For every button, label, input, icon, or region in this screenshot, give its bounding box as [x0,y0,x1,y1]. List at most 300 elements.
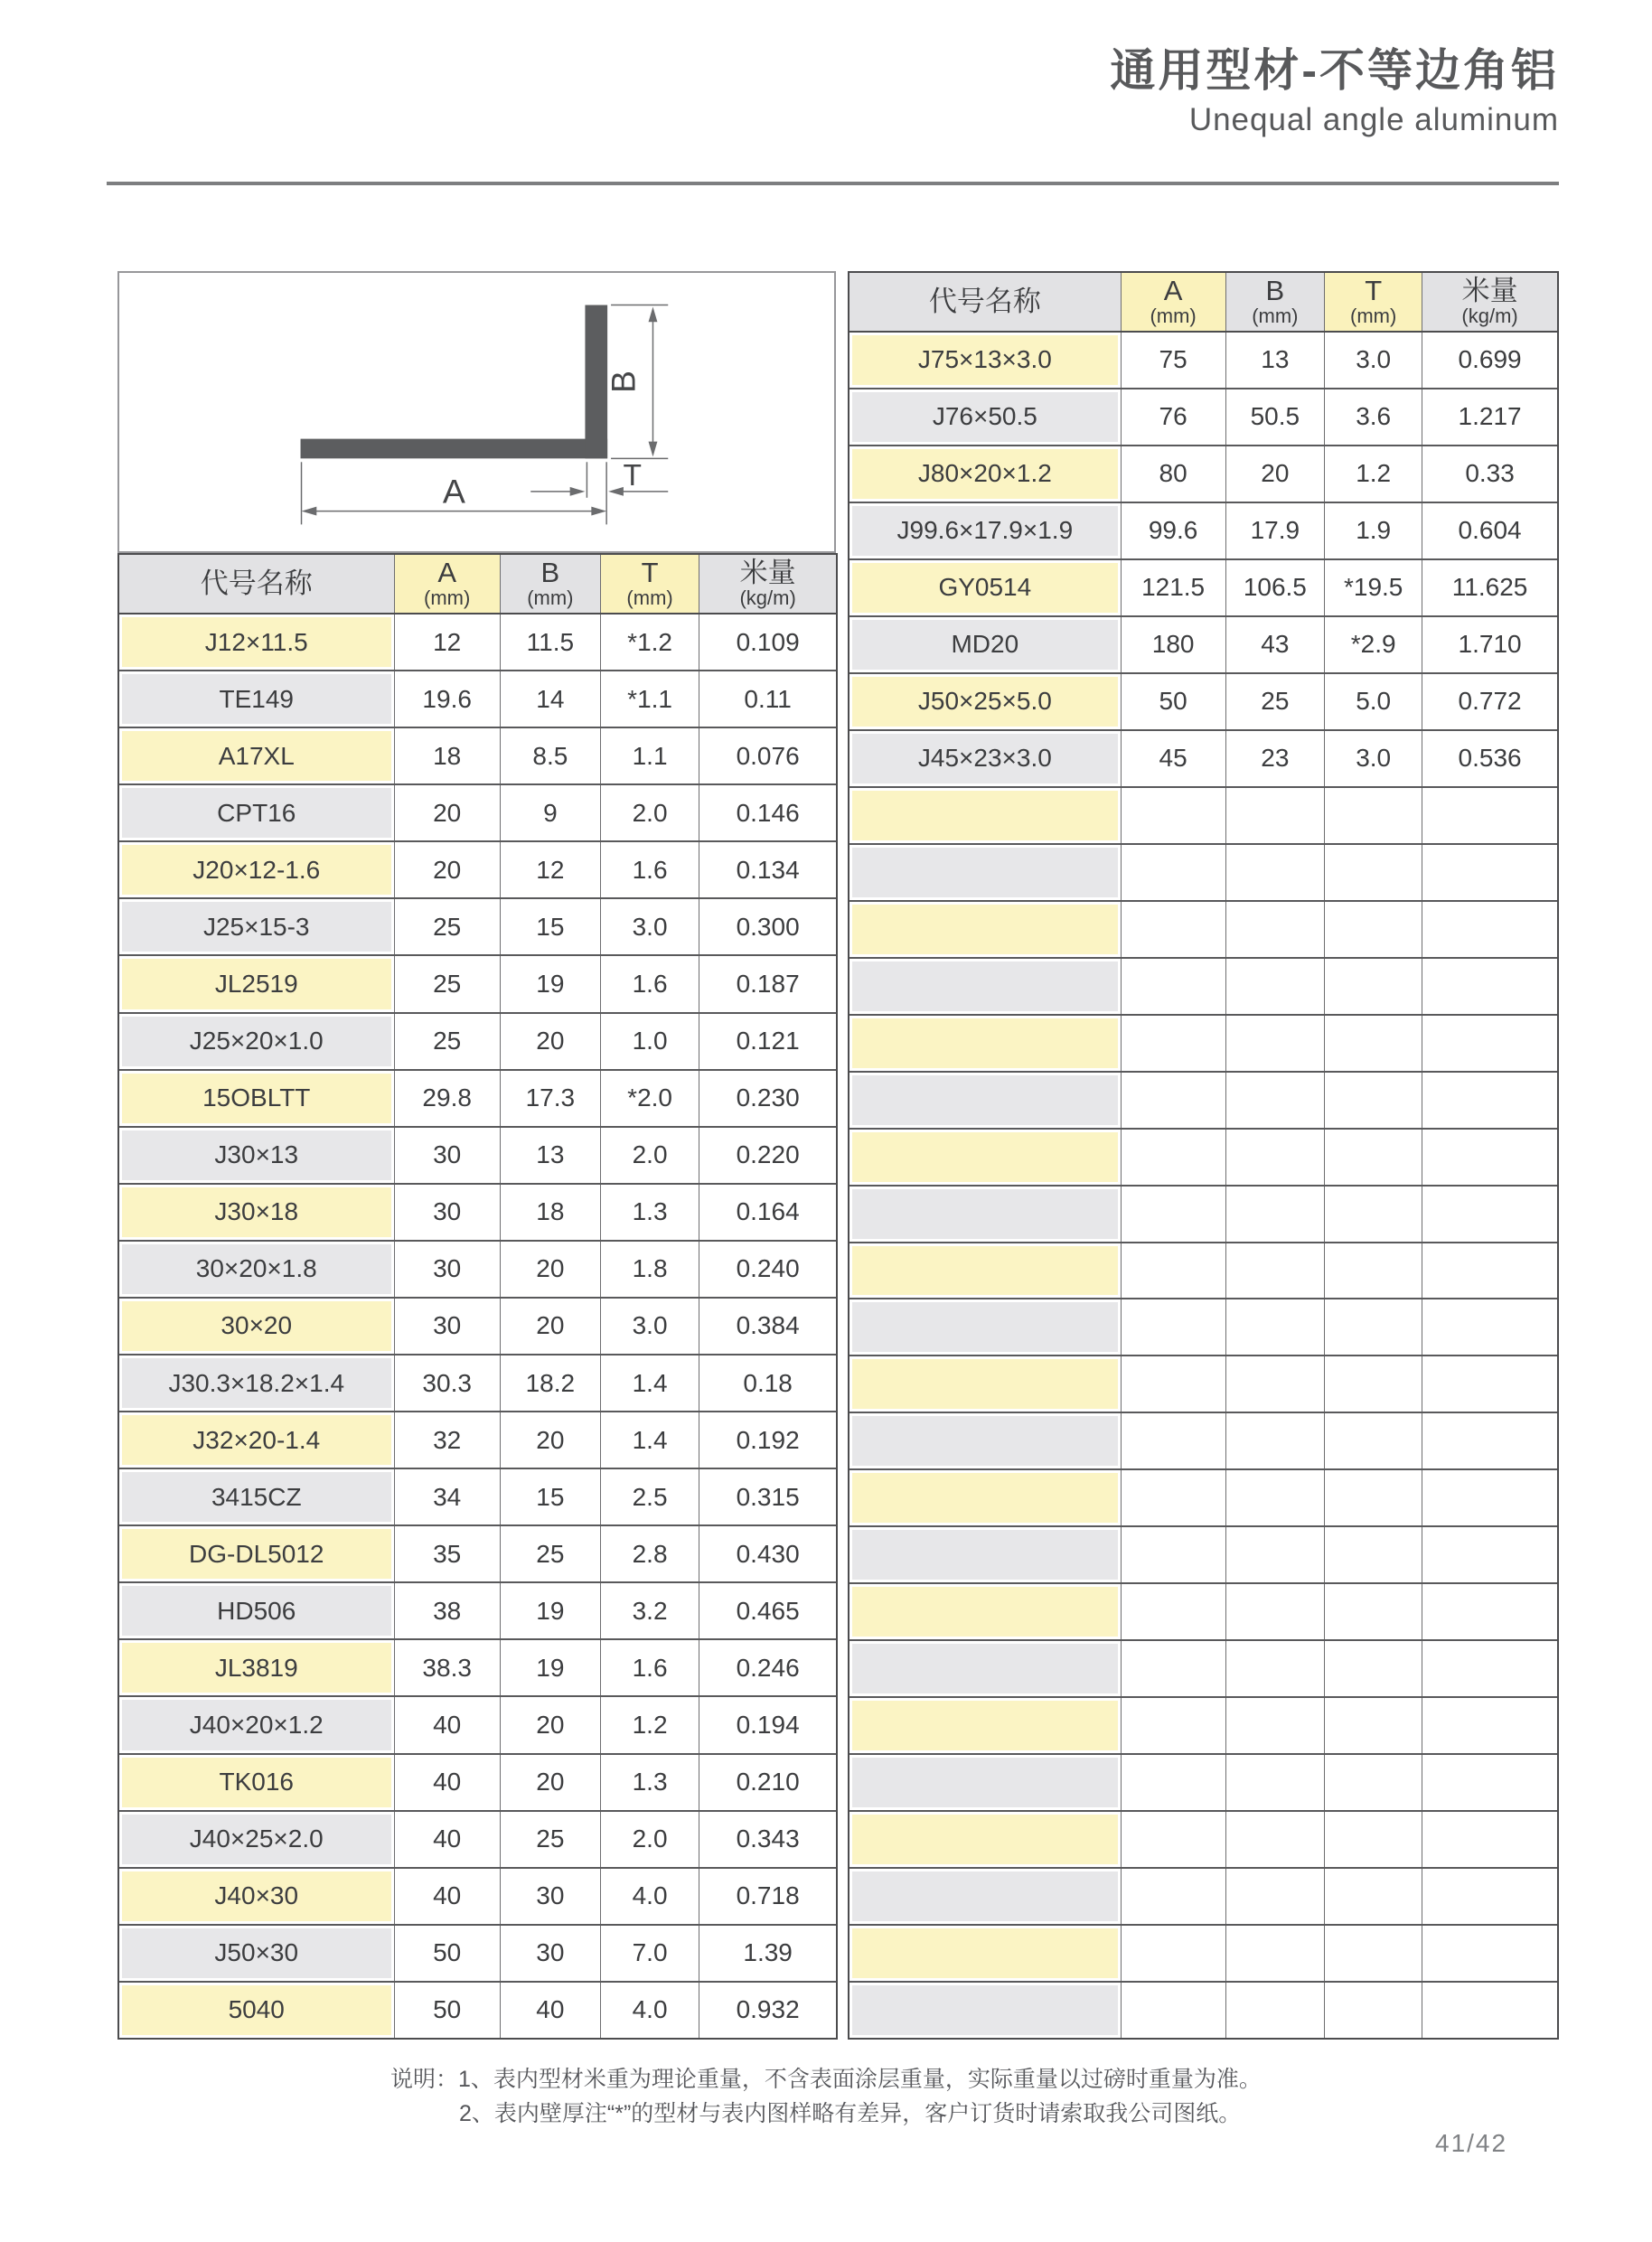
profile-code-cell: TE149 [119,671,395,727]
profile-code-cell [849,1470,1122,1525]
value-cell: 25 [501,1812,601,1867]
table-row [849,1243,1557,1300]
value-cell: 20 [395,842,501,897]
value-cell: 0.240 [736,1254,800,1283]
value-cell: 23 [1226,731,1326,786]
dimension-label-t: T [623,458,643,492]
value-cell [1422,1869,1557,1924]
table-row [119,1412,836,1469]
value-cell: *19.5 [1325,560,1422,615]
value-cell [1325,1698,1422,1753]
value-cell [1122,959,1226,1014]
value-cell [1325,1299,1422,1355]
value-cell: 30 [395,1242,501,1297]
value-cell: 2.0 [601,785,699,840]
table-row [119,1185,836,1242]
dimension-label-b: B [604,370,643,393]
value-cell: 75 [1122,333,1226,388]
column-header-label: T [1365,275,1383,306]
value-cell [1325,1983,1422,2038]
value-cell: 29.8 [395,1071,501,1126]
value-cell [1226,1698,1326,1753]
value-cell: 11.625 [1451,573,1528,602]
value-cell [1226,1470,1326,1525]
profile-code-cell: 30×20 [119,1299,395,1354]
column-header-unit: (mm) [1252,305,1299,327]
value-cell: 1.0 [601,1014,699,1069]
value-cell: 19 [501,956,601,1011]
value-cell [1226,1413,1326,1468]
value-cell: 20 [501,1755,601,1810]
spec-table-left [117,553,838,2040]
table-row [119,899,836,956]
value-cell [1422,1356,1557,1412]
profile-code-cell: J30.3×18.2×1.4 [119,1356,395,1411]
value-cell [1325,1812,1422,1867]
value-cell: 0.246 [736,1653,800,1682]
value-cell [1422,1584,1557,1639]
column-header-t [1325,273,1422,331]
profile-code-cell: J50×25×5.0 [849,674,1122,729]
table-row [849,1584,1557,1641]
column-header-code [849,273,1122,331]
value-cell: 3.6 [1325,389,1422,445]
value-cell: 0.210 [736,1768,800,1796]
profile-code-cell: J25×20×1.0 [119,1014,395,1069]
profile-code-cell: J99.6×17.9×1.9 [849,503,1122,558]
value-cell [1226,902,1326,957]
profile-code-cell: TK016 [119,1755,395,1810]
profile-code-cell: J20×12-1.6 [119,842,395,897]
value-cell: 1.217 [1458,402,1522,431]
value-cell: 0.718 [736,1881,800,1910]
value-cell [1122,1983,1226,2038]
table-body [849,333,1557,2038]
table-row [119,1983,836,2038]
value-cell: 40 [395,1869,501,1924]
profile-code-cell [849,1641,1122,1696]
value-cell: *1.1 [601,671,699,727]
value-cell: 35 [395,1526,501,1581]
value-cell: 0.430 [736,1539,800,1568]
table-row [849,617,1557,674]
value-cell: 19 [501,1640,601,1695]
table-row [849,788,1557,845]
value-cell: 30 [501,1869,601,1924]
value-cell: 13 [501,1128,601,1183]
page-title-chinese: 通用型材-不等边角铝 [1110,45,1559,96]
value-cell: 30.3 [395,1356,501,1411]
value-cell [1122,788,1226,843]
value-cell [1422,845,1557,900]
table-row [119,614,836,671]
value-cell: 0.187 [736,970,800,998]
value-cell: 11.5 [501,614,601,670]
value-cell: 0.18 [743,1368,793,1397]
table-row [119,1469,836,1526]
value-cell [1325,1016,1422,1071]
value-cell [1226,1130,1326,1185]
value-cell [1226,1073,1326,1128]
profile-code-cell: HD506 [119,1583,395,1638]
table-row [849,560,1557,617]
value-cell [1422,1926,1557,1981]
table-row [849,1983,1557,2038]
value-cell [1226,1983,1326,2038]
value-cell: 19 [501,1583,601,1638]
table-row [849,1299,1557,1356]
value-cell [1325,1869,1422,1924]
profile-code-cell [849,1413,1122,1468]
profile-code-cell: GY0514 [849,560,1122,615]
column-header-weight [1422,273,1557,331]
profile-code-cell [849,1983,1122,2038]
profile-code-cell: JL2519 [119,956,395,1011]
value-cell [1122,1641,1226,1696]
value-cell [1422,1243,1557,1299]
value-cell: 0.230 [736,1083,800,1112]
value-cell: 1.4 [601,1356,699,1411]
value-cell: 40 [395,1812,501,1867]
profile-code-cell [849,1926,1122,1981]
value-cell: 30 [395,1128,501,1183]
profile-code-cell [849,788,1122,843]
profile-code-cell: J30×13 [119,1128,395,1183]
value-cell: 20 [501,1014,601,1069]
value-cell: 40 [501,1983,601,2038]
table-header-row [849,273,1557,333]
value-cell [1226,1641,1326,1696]
table-row [119,671,836,728]
value-cell: 0.194 [736,1711,800,1740]
value-cell: 0.121 [736,1027,800,1055]
value-cell: 40 [395,1697,501,1752]
profile-code-cell: JL3819 [119,1640,395,1695]
value-cell [1122,1584,1226,1639]
table-row [119,1526,836,1583]
profile-code-cell: J50×30 [119,1926,395,1981]
value-cell: 18.2 [501,1356,601,1411]
value-cell [1325,788,1422,843]
value-cell [1122,1527,1226,1582]
value-cell [1325,1243,1422,1299]
column-header-a [395,555,501,613]
value-cell: 30 [501,1926,601,1981]
value-cell: 1.6 [601,842,699,897]
column-header-code [119,555,395,613]
profile-code-cell: A17XL [119,728,395,783]
value-cell: 38.3 [395,1640,501,1695]
table-row [119,1071,836,1128]
profile-code-cell [849,1299,1122,1355]
value-cell: 19.6 [395,671,501,727]
value-cell [1422,1755,1557,1810]
value-cell: 12 [501,842,601,897]
value-cell [1226,788,1326,843]
column-header-label: 米量 [1461,275,1518,306]
value-cell: 106.5 [1226,560,1326,615]
table-row [119,1242,836,1299]
column-header-label: 代号名称 [928,286,1041,317]
value-cell [1122,1470,1226,1525]
profile-code-cell: 15OBLTT [119,1071,395,1126]
value-cell [1422,1527,1557,1582]
profile-code-cell: J45×23×3.0 [849,731,1122,786]
value-cell: 17.9 [1226,503,1326,558]
column-header-unit: (mm) [424,586,471,609]
value-cell: 0.33 [1465,459,1515,488]
value-cell [1122,1413,1226,1468]
column-header-a [1122,273,1226,331]
column-header-t [601,555,699,613]
value-cell: 25 [501,1526,601,1581]
table-row [849,1130,1557,1187]
table-row [119,1812,836,1869]
profile-horizontal-leg [301,439,608,459]
column-header-unit: (kg/m) [1461,305,1518,327]
profile-code-cell: 30×20×1.8 [119,1242,395,1297]
value-cell: 80 [1122,446,1226,502]
value-cell: 3.0 [1325,333,1422,388]
value-cell: 0.134 [736,855,800,884]
table-row [849,1755,1557,1812]
value-cell: 15 [501,1469,601,1524]
value-cell: *2.0 [601,1071,699,1126]
value-cell: 2.0 [601,1812,699,1867]
value-cell: 1.3 [601,1755,699,1810]
value-cell [1422,788,1557,843]
profile-code-cell: J75×13×3.0 [849,333,1122,388]
value-cell: 20 [501,1242,601,1297]
value-cell: 0.192 [736,1425,800,1454]
value-cell [1226,959,1326,1014]
table-row [849,503,1557,560]
value-cell: 14 [501,671,601,727]
value-cell [1122,1130,1226,1185]
value-cell: 38 [395,1583,501,1638]
table-row [849,1527,1557,1584]
value-cell: 1.9 [1325,503,1422,558]
page-title-english: Unequal angle aluminum [1188,102,1559,137]
value-cell [1325,1755,1422,1810]
table-row [849,1073,1557,1130]
table-header-row [119,555,836,614]
value-cell: 0.109 [736,627,800,656]
profile-code-cell [849,1243,1122,1299]
table-row [849,959,1557,1016]
table-row [119,842,836,899]
value-cell: *2.9 [1325,617,1422,672]
value-cell: 0.343 [736,1825,800,1853]
value-cell: 50 [395,1926,501,1981]
value-cell [1122,1016,1226,1071]
page-header [1110,43,1559,141]
value-cell [1122,1187,1226,1242]
value-cell: 0.11 [744,684,792,713]
value-cell: 4.0 [601,1869,699,1924]
value-cell [1226,1356,1326,1412]
table-row [849,1413,1557,1470]
value-cell: 3.2 [601,1583,699,1638]
value-cell [1226,1243,1326,1299]
value-cell: 0.536 [1458,744,1522,773]
value-cell: 180 [1122,617,1226,672]
value-cell: 15 [501,899,601,954]
value-cell: 45 [1122,731,1226,786]
value-cell [1325,1187,1422,1242]
value-cell [1325,959,1422,1014]
value-cell [1422,959,1557,1014]
value-cell [1422,1130,1557,1185]
profile-code-cell [849,1584,1122,1639]
value-cell: 17.3 [501,1071,601,1126]
value-cell: 43 [1226,617,1326,672]
page-number: 41/42 [1435,2129,1508,2157]
value-cell [1325,1356,1422,1412]
value-cell: 9 [501,785,601,840]
value-cell [1422,1016,1557,1071]
table-row [119,1755,836,1812]
value-cell: 20 [501,1697,601,1752]
value-cell [1422,1413,1557,1468]
profile-code-cell [849,1016,1122,1071]
table-row [119,1299,836,1356]
profile-code-cell: DG-DL5012 [119,1526,395,1581]
value-cell [1226,1584,1326,1639]
footnote-line-1: 说明：1、表内型材米重为理论重量，不含表面涂层重量，实际重量以过磅时重量为准。 [390,2067,1262,2092]
column-header-label: A [437,557,457,588]
table-row [849,1470,1557,1527]
value-cell [1122,1299,1226,1355]
value-cell: 5.0 [1325,674,1422,729]
table-row [119,1697,836,1754]
value-cell: 0.076 [736,741,800,770]
value-cell: 25 [395,899,501,954]
value-cell: 0.932 [736,1995,800,2024]
value-cell: 30 [395,1185,501,1240]
value-cell: 2.5 [601,1469,699,1524]
value-cell [1422,902,1557,957]
value-cell: 0.465 [736,1596,800,1625]
profile-code-cell [849,1527,1122,1582]
value-cell: 0.699 [1458,345,1522,374]
profile-code-cell: J76×50.5 [849,389,1122,445]
value-cell: 3.0 [1325,731,1422,786]
profile-code-cell [849,1356,1122,1412]
table-row [849,446,1557,503]
profile-code-cell: 5040 [119,1983,395,2038]
value-cell: 3.0 [601,1299,699,1354]
value-cell: 1.6 [601,956,699,1011]
value-cell: 1.39 [743,1938,793,1967]
value-cell [1325,1641,1422,1696]
profile-code-cell: J25×15-3 [119,899,395,954]
footnote-line-2: 2、表内壁厚注“*”的型材与表内图样略有差异，客户订货时请索取我公司图纸。 [459,2101,1242,2126]
value-cell: 32 [395,1412,501,1468]
table-row [119,956,836,1013]
value-cell: 25 [1226,674,1326,729]
value-cell: 1.3 [601,1185,699,1240]
table-row [849,1869,1557,1926]
value-cell: 4.0 [601,1983,699,2038]
profile-code-cell: 3415CZ [119,1469,395,1524]
angle-profile-drawing [119,273,834,551]
value-cell [1422,1187,1557,1242]
profile-code-cell [849,1073,1122,1128]
profile-code-cell [849,1869,1122,1924]
profile-code-cell: J40×25×2.0 [119,1812,395,1867]
value-cell: 2.0 [601,1128,699,1183]
value-cell: 50 [395,1983,501,2038]
value-cell [1422,1299,1557,1355]
profile-code-cell [849,845,1122,900]
profile-code-cell: J40×20×1.2 [119,1697,395,1752]
value-cell: 50.5 [1226,389,1326,445]
value-cell: 1.710 [1458,630,1522,659]
value-cell [1325,1130,1422,1185]
value-cell: 30 [395,1299,501,1354]
table-row [849,1812,1557,1869]
value-cell: 0.220 [736,1140,800,1169]
value-cell [1226,1869,1326,1924]
table-body [119,614,836,2038]
value-cell: 34 [395,1469,501,1524]
table-row [849,1926,1557,1983]
value-cell: 13 [1226,333,1326,388]
table-row [119,1128,836,1185]
value-cell [1422,1812,1557,1867]
value-cell: 0.164 [736,1197,800,1226]
table-row [119,1640,836,1697]
value-cell: 1.6 [601,1640,699,1695]
value-cell [1122,1812,1226,1867]
profile-code-cell: J80×20×1.2 [849,446,1122,502]
value-cell [1325,1413,1422,1468]
value-cell: 0.300 [736,912,800,941]
value-cell: 1.2 [601,1697,699,1752]
value-cell [1122,1243,1226,1299]
table-row [119,1869,836,1926]
value-cell: *1.2 [601,614,699,670]
value-cell [1226,845,1326,900]
table-row [849,333,1557,389]
value-cell: 8.5 [501,728,601,783]
profile-code-cell: MD20 [849,617,1122,672]
table-row [849,902,1557,959]
table-row [119,1014,836,1071]
value-cell: 0.604 [1458,516,1522,545]
column-header-unit: (mm) [1350,305,1397,327]
title-divider [107,182,1559,185]
value-cell [1422,1470,1557,1525]
footnotes [390,2062,1262,2131]
value-cell [1122,1356,1226,1412]
spec-table-right [848,271,1559,2040]
value-cell [1422,1698,1557,1753]
table-row [849,1641,1557,1698]
column-header-unit: (mm) [1150,305,1197,327]
value-cell [1226,1016,1326,1071]
value-cell [1325,1470,1422,1525]
table-row [119,785,836,842]
value-cell [1226,1299,1326,1355]
column-header-unit: (mm) [527,586,574,609]
table-row [119,728,836,785]
table-row [119,1356,836,1412]
value-cell: 40 [395,1755,501,1810]
table-row [849,845,1557,902]
table-row [849,389,1557,446]
